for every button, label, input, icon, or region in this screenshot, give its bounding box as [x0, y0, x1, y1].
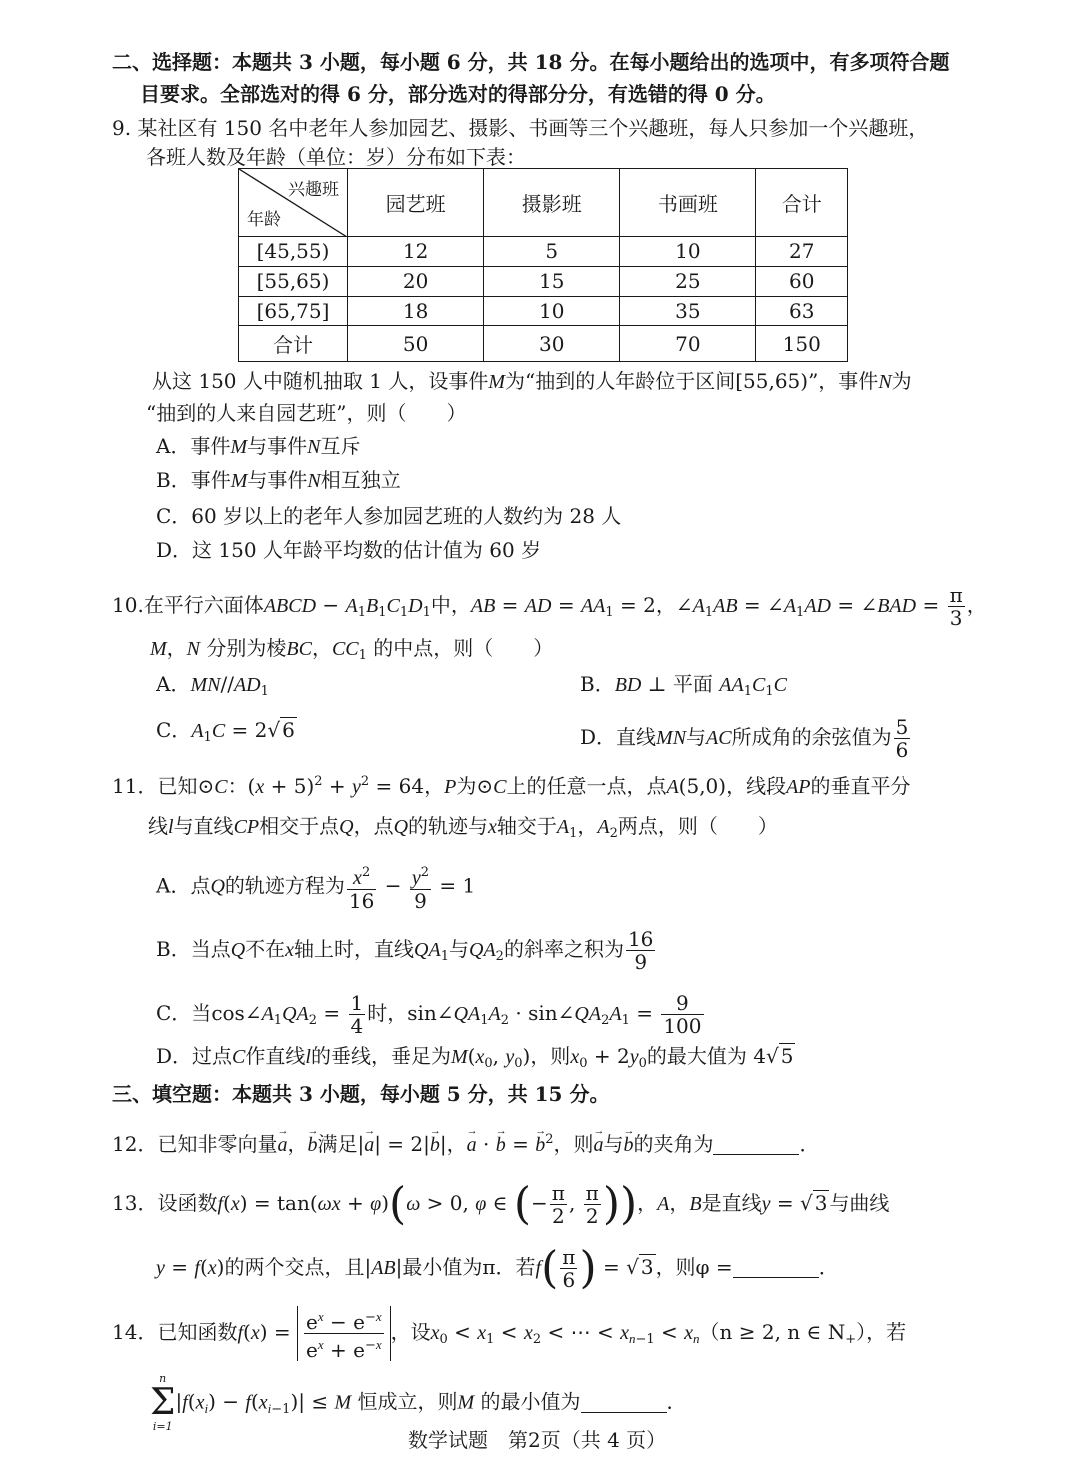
section2-header-line1: 二、选择题：本题共 3 小题，每小题 6 分，共 18 分。在每小题给出的选项中，有多项符合题 — [112, 50, 950, 74]
row-label: 合计 — [239, 326, 348, 362]
table-row — [239, 296, 848, 326]
row-label: [55,65) — [239, 266, 348, 296]
q9-option-b[interactable]: B．事件M与事件N相互独立 — [156, 468, 401, 492]
table-header-row — [239, 169, 848, 237]
q10-stem-line1: 10.在平行六面体ABCD − $A_1B_1C_1D_1$中，AB = AD = $AA_1 = 2$，$\angle A_1AB$ = $\angle A_1AD$ = ∠BAD = $\frac{\pi}{3}$ ， — [112, 583, 987, 630]
q10-option-b[interactable]: B．BD ⊥ 平面 $AA_1C_1C$ — [580, 672, 787, 699]
q14-stem-line1: 14．已知函数f(x) = $\frac{e^x - e^{-x}}{e^x + e^{-x}}$ ，设$x_0 < x_1 < x_2$ < ⋯ < $x_{n-1} < x_n(n \ge 2$, n ∈ $N_+$），若 — [112, 1306, 906, 1361]
table-cell: 10 — [484, 296, 620, 326]
q9-follow-line1: 从这 150 人中随机抽取 1 人，设事件M为“抽到的人年龄位于区间[55,65)”，事件N为 — [152, 369, 912, 393]
q10-option-a[interactable]: A．$MN//AD_1$ — [156, 672, 269, 699]
q11-option-d[interactable]: D．过点C作直线l的垂线，垂足为$M(x_0$, $y_0$)，则$x_0 + 2y_0$的最大值为 4√ 5 — [156, 1044, 794, 1071]
header-cell: 摄影班 — [484, 169, 620, 237]
header-cell: 书画班 — [620, 169, 756, 237]
q10-option-c[interactable]: C．$A_1C = 2√$ 6 — [156, 718, 295, 745]
q9-option-a[interactable]: A．事件M与事件N互斥 — [156, 434, 361, 458]
table-row — [239, 326, 848, 362]
q11-stem-line1: 11．已知⊙C：$(x + 5)^2 + y^2 = 64$，P为⊙C上的任意一点，点A(5,0)，线段AP的垂直平分 — [112, 774, 911, 798]
table-cell: 63 — [756, 296, 848, 326]
q10-stem-line2: M，N 分别为棱BC，$CC_1$ 的中点，则（ ） — [150, 636, 554, 663]
corner-bottom-label: 年龄 — [247, 210, 281, 230]
q12-answer-blank[interactable] — [713, 1134, 799, 1155]
table-cell: 150 — [756, 326, 848, 362]
q13-answer-blank[interactable] — [733, 1257, 819, 1278]
table-cell: 70 — [620, 326, 756, 362]
table-row — [239, 266, 848, 296]
table-cell: 30 — [484, 326, 620, 362]
section3-header: 三、填空题：本题共 3 小题，每小题 5 分，共 15 分。 — [112, 1082, 610, 1106]
header-cell: 园艺班 — [348, 169, 484, 237]
q11-option-c[interactable]: C．当$\cos\angle A_1QA_2$ = $\frac{1}{4}$ 时，$\sin\angle QA_1A_2$ · $\sin\angle QA_2A_1$ = $\frac{9}{100}$ — [156, 991, 702, 1038]
table-cell: 20 — [348, 266, 484, 296]
table-cell: 5 — [484, 237, 620, 267]
q9-option-c[interactable]: C．60 岁以上的老年人参加园艺班的人数约为 28 人 — [156, 504, 622, 528]
table-cell: 25 — [620, 266, 756, 296]
table-cell: 10 — [620, 237, 756, 267]
q10-option-d[interactable]: D．直线MN与AC所成角的余弦值为 $\frac{5}{6}$ — [580, 715, 909, 762]
table-cell: 27 — [756, 237, 848, 267]
corner-top-label: 兴趣班 — [288, 180, 339, 200]
q9-option-d[interactable]: D．这 150 人年龄平均数的估计值为 60 岁 — [156, 538, 542, 562]
q9-stem-line2: 各班人数及年龄（单位：岁）分布如下表： — [146, 145, 526, 169]
table-cell: 35 — [620, 296, 756, 326]
row-label: [65,75] — [239, 296, 348, 326]
q14-answer-blank[interactable] — [581, 1392, 667, 1413]
q13-stem-line1: 13．设函数f(x) = tan(ωx + φ)(ω > 0, φ ∈ (− $\frac{\pi}{2}$ , $\frac{\pi}{2}$ ))，A，B是直线y = √ 3 与曲线 — [112, 1178, 890, 1230]
page-footer: 数学试题 第2页（共 4 页） — [408, 1428, 667, 1452]
q11-option-a[interactable]: A．点Q的轨迹方程为 $\frac{x^2}{16}$ − $\frac{y^2}{9}$ = 1 — [156, 862, 475, 912]
q9-follow-line2: “抽到的人来自园艺班”，则（ ） — [146, 401, 467, 425]
q9-stem: 某社区有 150 名中老年人参加园艺、摄影、书画等三个兴趣班，每人只参加一个兴趣班， — [137, 116, 929, 140]
table-cell: 50 — [348, 326, 484, 362]
section2-header-line2: 目要求。全部选对的得 6 分，部分选对的得部分分，有选错的得 0 分。 — [140, 82, 776, 106]
q11-option-b[interactable]: B．当点Q不在x轴上时，直线$QA_1$与$QA_2$的斜率之积为 $\frac{16}{9}$ — [156, 927, 654, 974]
q9-table — [238, 168, 848, 362]
row-label: [45,55) — [239, 237, 348, 267]
q11-stem-line2: 线l与直线CP相交于点Q，点Q的轨迹与x轴交于$A_1$，$A_2$两点，则（ ） — [148, 814, 778, 841]
table-corner-cell — [239, 169, 348, 237]
sigma-symbol: n Σ i=1 — [150, 1372, 176, 1433]
table-cell: 12 — [348, 237, 484, 267]
table-cell: 15 — [484, 266, 620, 296]
q9-stem-line1 — [112, 114, 928, 142]
q14-stem-line2: n Σ i=1 $|f(x_i) - f(x_{i-1})| \le M$ 恒成立，则M 的最小值为 ． — [150, 1372, 687, 1433]
q12-stem: 12．已知非零向量→ a，→ b满足|→ a| = 2|→ b|，→ a · → b = → $b^2$，则→ a与→ b的夹角为 ． — [112, 1126, 819, 1159]
table-cell: 60 — [756, 266, 848, 296]
q9-number: 9. — [112, 116, 132, 140]
header-cell: 合计 — [756, 169, 848, 237]
table-cell: 18 — [348, 296, 484, 326]
table-row — [239, 237, 848, 267]
q13-stem-line2: y = f(x)的两个交点，且|AB|最小值为π．若f( $\frac{\pi}{6}$ ) = √ 3 ，则φ = ． — [156, 1242, 839, 1294]
